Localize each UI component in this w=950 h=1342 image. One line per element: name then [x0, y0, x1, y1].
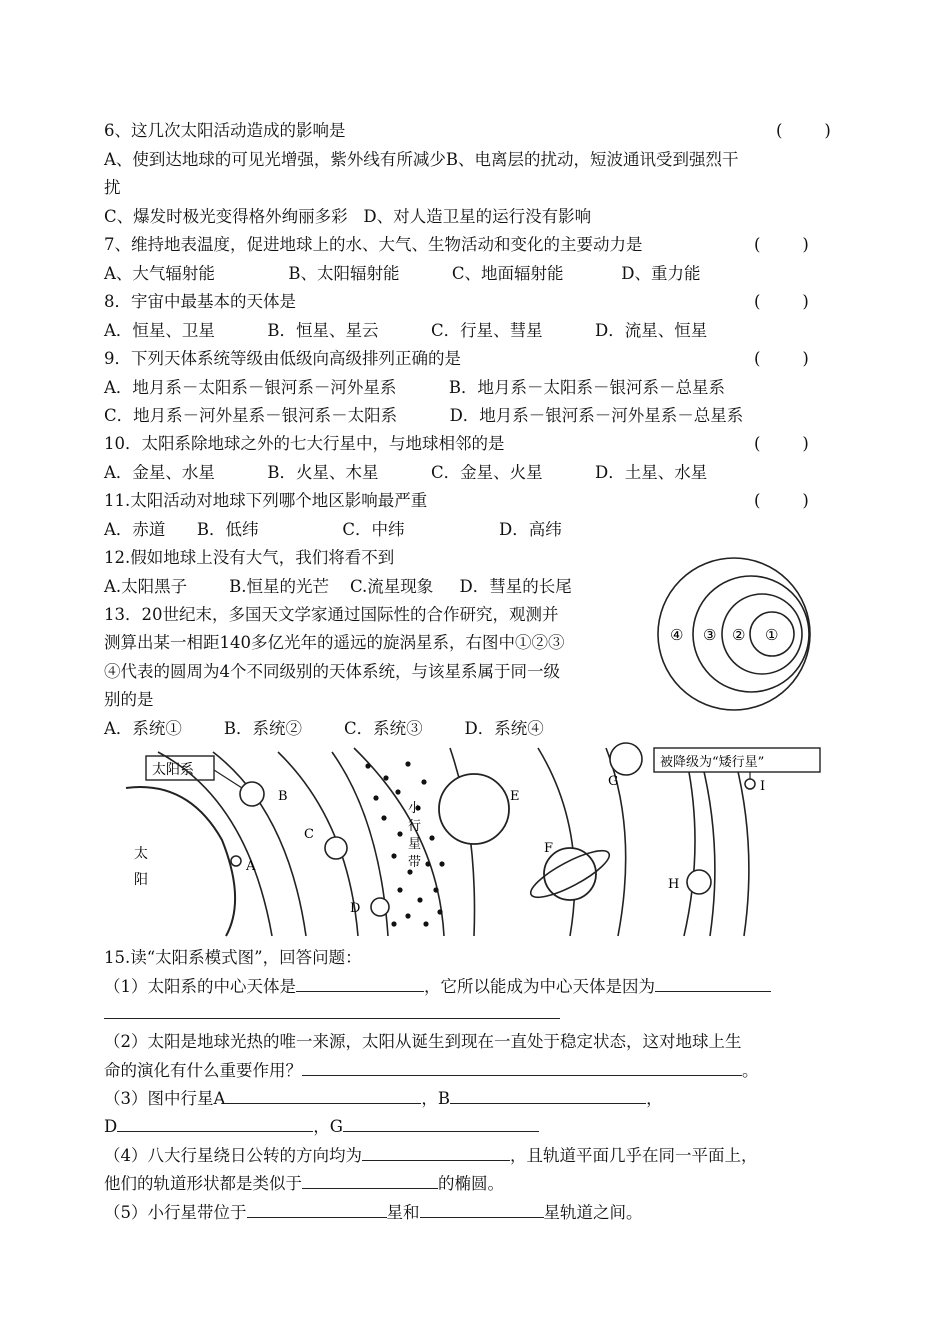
q15-p1-text-a: （1）太阳系的中心天体是 — [104, 977, 296, 996]
q15-p3-text-c: ， — [646, 1089, 663, 1108]
planet-d — [371, 898, 389, 916]
q15-p1-blank-reason[interactable] — [655, 975, 771, 992]
orbit-b — [213, 752, 306, 936]
planet-b-label: B — [278, 789, 288, 804]
q15-p1-blank-center[interactable] — [296, 975, 424, 992]
label-pointer — [214, 770, 242, 788]
q15-p3-text-b: ，B — [421, 1089, 451, 1108]
q15-part5 — [104, 1201, 643, 1224]
q15-p3-text-e: ，G — [313, 1117, 343, 1136]
q15-part1 — [104, 975, 771, 998]
q15-p1-text-b: ，它所以能成为中心天体是因为 — [424, 977, 655, 996]
q10-options: A．金星、水星 B．火星、木星 C．金星、火星 D．土星、水星 — [104, 463, 708, 482]
q15-p4-text-b: ，且轨道平面几乎在同一平面上， — [510, 1146, 758, 1165]
q13-line4: 别的是 — [104, 690, 154, 709]
planet-g-label: G — [608, 774, 619, 789]
q8-stem: 8．宇宙中最基本的天体是 — [104, 292, 296, 311]
q15-p5-text-a: （5）小行星带位于 — [104, 1203, 247, 1222]
orbit-h2 — [698, 748, 715, 936]
solar-system-label: 太阳系 — [152, 762, 194, 778]
q15-part4-line1 — [104, 1144, 758, 1167]
asteroid-label-3: 星 — [408, 837, 422, 852]
q15-p3-text-d: D — [104, 1117, 118, 1136]
planet-c — [325, 837, 347, 859]
planet-c-label: C — [304, 827, 314, 842]
q8-answer-paren: ( ) — [754, 292, 809, 311]
q15-p5-blank-1[interactable] — [247, 1201, 387, 1218]
q15-part2-line1: （2）太阳是地球光热的唯一来源，太阳从诞生到现在一直处于稳定状态，这对地球上生 — [104, 1032, 742, 1051]
q11-options: A．赤道 B．低纬 C．中纬 D．高纬 — [104, 520, 562, 539]
celestial-system-levels-figure — [650, 548, 820, 720]
orbit-h — [684, 748, 695, 936]
q11-answer-paren: ( ) — [754, 491, 809, 510]
q9-stem: 9．下列天体系统等级由低级向高级排列正确的是 — [104, 349, 461, 368]
q10-stem: 10．太阳系除地球之外的七大行星中，与地球相邻的是 — [104, 434, 505, 453]
q7-answer-paren: ( ) — [754, 235, 809, 254]
q11-stem: 11.太阳活动对地球下列哪个地区影响最严重 — [104, 491, 428, 510]
q13-line1: 13．20世纪末，多国天文学家通过国际性的合作研究，观测并 — [104, 605, 559, 624]
q9-answer-paren: ( ) — [754, 349, 809, 368]
q15-part3-line1 — [104, 1087, 663, 1110]
planet-b — [240, 782, 264, 806]
q13-line3: ④代表的圆周为4个不同级别的天体系统，与该星系属于同一级 — [104, 662, 560, 681]
q9-option-cd: C．地月系－河外星系－银河系－太阳系 D．地月系－银河系－河外星系－总星系 — [104, 406, 744, 425]
q13-line2: 测算出某一相距140多亿光年的遥远的旋涡星系，右图中①②③ — [104, 633, 565, 652]
q15-p5-text-c: 星轨道之间。 — [543, 1203, 643, 1222]
q12-options: A.太阳黑子 B.恒星的光芒 C.流星现象 D．彗星的长尾 — [104, 577, 572, 596]
q15-p3-text-a: （3）图中行星A — [104, 1089, 226, 1108]
q15-part2-line2 — [104, 1059, 759, 1082]
q15-p5-text-b: 星和 — [386, 1203, 420, 1222]
q15-p3-blank-b[interactable] — [450, 1087, 646, 1104]
asteroid-label-4: 带 — [408, 855, 422, 870]
asteroid-label-2: 行 — [408, 819, 422, 834]
sun-label-2: 阳 — [134, 872, 148, 888]
q7-stem: 7、维持地表温度，促进地球上的水、大气、生物活动和变化的主要动力是 — [104, 235, 643, 254]
q6-option-ab: A、使到达地球的可见光增强，紫外线有所减少B、电离层的扰动，短波通讯受到强烈干 — [104, 150, 739, 169]
q10-answer-paren: ( ) — [754, 434, 809, 453]
q12-stem: 12.假如地球上没有大气，我们将看不到 — [104, 548, 395, 567]
q6-answer-paren: ( ) — [776, 121, 831, 140]
planet-g — [610, 743, 642, 775]
q7-options: A、大气辐射能 B、太阳辐射能 C、地面辐射能 D、重力能 — [104, 264, 701, 283]
q15-p3-blank-a[interactable] — [225, 1087, 421, 1104]
q13-options: A．系统① B．系统② C．系统③ D．系统④ — [104, 719, 544, 738]
q15-stem: 15.读“太阳系模式图”，回答问题： — [104, 948, 362, 967]
planet-d-label: D — [350, 901, 361, 916]
system-label-1: ① — [765, 626, 779, 644]
system-label-3: ③ — [703, 626, 717, 644]
planet-i-label: I — [760, 779, 766, 794]
q15-p5-blank-2[interactable] — [420, 1201, 544, 1218]
q15-p2-blank[interactable] — [302, 1059, 742, 1076]
asteroid-inner-edge — [354, 748, 444, 936]
planet-a — [231, 856, 241, 866]
q6-option-cd: C、爆发时极光变得格外绚丽多彩 D、对人造卫星的运行没有影响 — [104, 207, 592, 226]
q15-p1-blank-reason-cont[interactable] — [104, 1018, 560, 1019]
sun-label-1: 太 — [134, 846, 148, 862]
planet-h — [687, 870, 711, 894]
q15-p3-blank-g[interactable] — [343, 1115, 539, 1132]
planet-f-label: F — [544, 841, 554, 856]
q15-p4-text-c: 他们的轨道形状都是类似于 — [104, 1174, 302, 1193]
q15-p4-blank-direction[interactable] — [362, 1144, 510, 1161]
planet-i — [745, 779, 755, 789]
q9-option-ab: A．地月系－太阳系－银河系－河外星系 B．地月系－太阳系－银河系－总星系 — [104, 378, 725, 397]
q15-p4-blank-shape[interactable] — [302, 1172, 438, 1189]
q15-p4-text-a: （4）八大行星绕日公转的方向均为 — [104, 1146, 362, 1165]
q15-p3-blank-d[interactable] — [117, 1115, 313, 1132]
asteroid-label-1: 小 — [408, 801, 422, 816]
planet-e-label: E — [510, 789, 520, 804]
q6-stem: 6、这几次太阳活动造成的影响是 — [104, 121, 346, 140]
orbit-i — [732, 748, 749, 936]
q15-p2-end: 。 — [742, 1061, 759, 1080]
q8-options: A．恒星、卫星 B．恒星、星云 C．行星、彗星 D．流星、恒星 — [104, 321, 708, 340]
q15-part4-line2 — [104, 1172, 504, 1195]
planet-h-label: H — [668, 877, 680, 892]
planet-e — [439, 774, 509, 844]
q15-part3-line2 — [104, 1115, 539, 1138]
system-label-4: ④ — [670, 626, 684, 644]
solar-system-model-figure — [118, 740, 838, 938]
q6-option-ab-cont: 扰 — [104, 178, 121, 197]
q15-p4-text-d: 的椭圆。 — [438, 1174, 504, 1193]
dwarf-planet-label: 被降级为“矮行星” — [660, 755, 765, 770]
system-label-2: ② — [732, 626, 746, 644]
q15-p2-text: 命的演化有什么重要作用？ — [104, 1061, 302, 1080]
planet-a-label: A — [246, 859, 256, 874]
